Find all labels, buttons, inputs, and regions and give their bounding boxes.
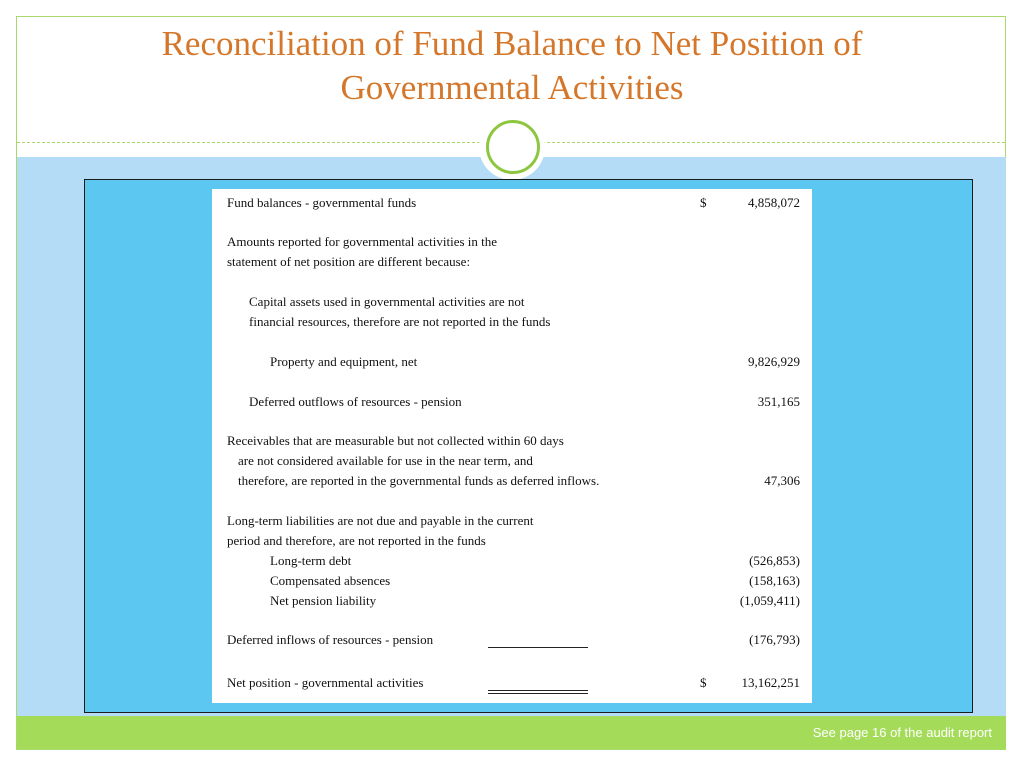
circle-ornament-icon bbox=[486, 120, 540, 174]
footer-bar bbox=[17, 716, 1006, 749]
row-label: Long-term debt bbox=[270, 553, 352, 568]
currency-symbol: $ bbox=[700, 195, 707, 210]
row-amount: (526,853) bbox=[749, 553, 800, 568]
row-label: statement of net position are different because: bbox=[227, 254, 471, 269]
row-amount: 351,165 bbox=[757, 394, 800, 409]
currency-symbol: $ bbox=[700, 675, 707, 690]
row-label: Long-term liabilities are not due and payable in the current bbox=[227, 513, 534, 528]
slide-title bbox=[40, 22, 984, 110]
row-amount: (176,793) bbox=[749, 632, 800, 647]
statement-row bbox=[212, 511, 812, 531]
statement-row bbox=[212, 193, 812, 213]
statement-row bbox=[212, 431, 812, 451]
row-label: Capital assets used in governmental activities are not bbox=[249, 294, 525, 309]
statement-row bbox=[212, 551, 812, 571]
total-double-rule bbox=[488, 690, 588, 691]
statement-row bbox=[212, 451, 812, 471]
row-amount: (158,163) bbox=[749, 573, 800, 588]
row-label: therefore, are reported in the governmental funds as deferred inflows. bbox=[238, 473, 600, 488]
statement-row bbox=[212, 471, 812, 491]
footer-note: See page 16 of the audit report bbox=[812, 725, 992, 740]
row-label: Property and equipment, net bbox=[270, 354, 418, 369]
row-amount: 13,162,251 bbox=[741, 675, 800, 690]
row-label: period and therefore, are not reported in the funds bbox=[227, 533, 486, 548]
statement-row bbox=[212, 232, 812, 252]
row-label: Net pension liability bbox=[270, 593, 377, 608]
row-label: financial resources, therefore are not reported in the funds bbox=[249, 314, 551, 329]
reconciliation-statement bbox=[212, 189, 812, 703]
statement-row bbox=[212, 292, 812, 312]
row-label: Deferred inflows of resources - pension bbox=[227, 632, 434, 647]
row-amount: 47,306 bbox=[764, 473, 800, 488]
statement-row bbox=[212, 392, 812, 412]
statement-row bbox=[212, 312, 812, 332]
row-label: are not considered available for use in the near term, and bbox=[238, 453, 533, 468]
statement-row bbox=[212, 531, 812, 551]
row-label: Deferred outflows of resources - pension bbox=[249, 394, 462, 409]
row-label: Compensated absences bbox=[270, 573, 391, 588]
statement-row bbox=[212, 252, 812, 272]
statement-row bbox=[212, 571, 812, 591]
total-double-rule bbox=[488, 693, 588, 694]
row-amount: 4,858,072 bbox=[748, 195, 800, 210]
row-amount: 9,826,929 bbox=[748, 354, 800, 369]
row-label: Fund balances - governmental funds bbox=[227, 195, 417, 210]
statement-row bbox=[212, 591, 812, 611]
row-label: Net position - governmental activities bbox=[227, 675, 424, 690]
statement-row bbox=[212, 352, 812, 372]
row-label: Amounts reported for governmental activities in the bbox=[227, 234, 498, 249]
title-line-2: Governmental Activities bbox=[340, 68, 684, 107]
title-line-1: Reconciliation of Fund Balance to Net Position of bbox=[161, 24, 863, 63]
row-amount: (1,059,411) bbox=[739, 593, 800, 608]
row-label: Receivables that are measurable but not collected within 60 days bbox=[227, 433, 564, 448]
subtotal-rule bbox=[488, 647, 588, 648]
